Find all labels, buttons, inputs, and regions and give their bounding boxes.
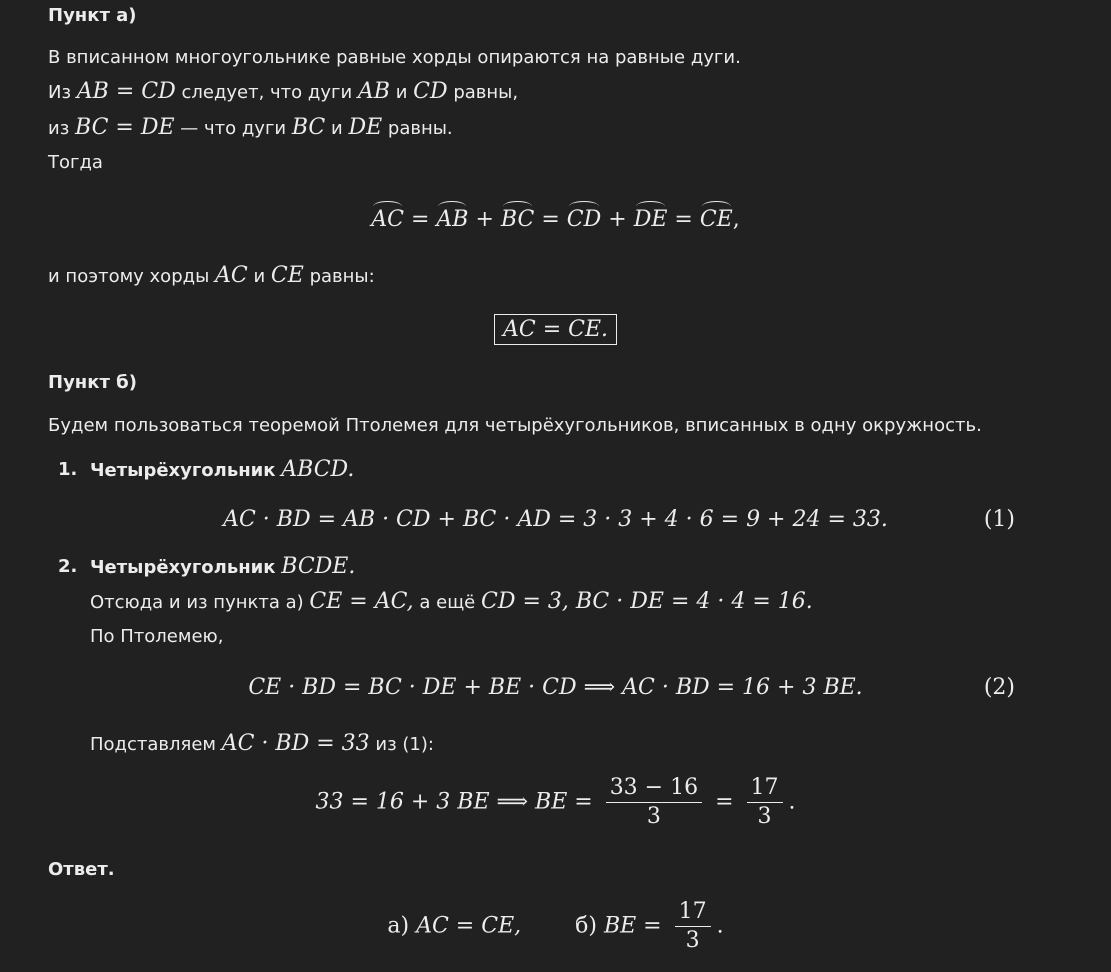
arc-cd: CD <box>566 207 602 232</box>
substitution-line <box>90 732 434 757</box>
math-abcd: ABCD. <box>281 457 355 482</box>
fraction-numerator: 17 <box>675 898 711 927</box>
arc-ab: AB <box>436 207 469 232</box>
fraction-numerator: 33 − 16 <box>606 774 702 803</box>
text: Отсюда и из пункта а) <box>90 592 304 613</box>
math-ce-eq-ac: CE = AC, <box>309 589 414 614</box>
math-bc: BC <box>291 115 326 140</box>
part-b-intro: Будем пользоваться теоремой Птолемея для четырёхугольников, вписанных в одну окружность. <box>48 415 982 436</box>
boxed-ac-eq-ce: AC = CE. <box>494 314 617 345</box>
text: и поэтому хорды <box>48 266 210 287</box>
op: . <box>716 913 724 939</box>
op: + <box>608 207 627 232</box>
math-bcde: BCDE. <box>281 554 356 579</box>
part-a-paragraph-5 <box>48 264 375 289</box>
answer-b-math: BE = <box>603 913 662 939</box>
equation-3 <box>0 774 1111 831</box>
item-label: Четырёхугольник <box>90 460 276 481</box>
op: = <box>410 207 430 232</box>
text: следует, что дуги <box>181 82 353 103</box>
item-2-line-2: По Птолемею, <box>90 626 224 647</box>
op: = <box>715 789 734 815</box>
answer-b-label: б) <box>575 913 597 939</box>
answer-a-label: а) <box>387 913 410 939</box>
fraction-denominator: 3 <box>757 804 772 829</box>
math-cd: CD <box>413 79 448 104</box>
part-a-heading: Пункт а) <box>48 5 137 26</box>
part-a-paragraph-4: Тогда <box>48 152 103 173</box>
text: Из <box>48 82 72 103</box>
arc-de: DE <box>633 207 668 232</box>
text: равны, <box>453 82 519 103</box>
part-a-paragraph-3 <box>48 116 453 141</box>
equation-3-left: 33 = 16 + 3 BE ⟹ BE = <box>315 789 593 815</box>
op: + <box>475 207 494 232</box>
text: и <box>253 266 266 287</box>
fraction-numerator: 17 <box>747 774 783 803</box>
equation-2-body: CE · BD = BC · DE + BE · CD ⟹ AC · BD = 16 + 3 BE. <box>248 675 863 700</box>
op: = <box>674 207 693 232</box>
math-ab: AB <box>357 79 390 104</box>
text: из (1): <box>375 734 434 755</box>
list-number-2: 2. <box>58 556 78 577</box>
op: . <box>788 789 796 815</box>
equation-1-tag: (1) <box>983 507 1015 532</box>
part-a-paragraph-2 <box>48 80 518 105</box>
part-b-heading: Пункт б) <box>48 372 137 393</box>
arc-bc: BC <box>500 207 535 232</box>
text: равны. <box>387 118 453 139</box>
item-2-line-1 <box>90 590 813 615</box>
math-ac-bd-33: AC · BD = 33 <box>221 731 370 756</box>
list-item-2 <box>90 555 355 580</box>
math-ce: CE <box>270 263 304 288</box>
text: Подставляем <box>90 734 216 755</box>
text: — что дуги <box>180 118 287 139</box>
boxed-result <box>0 314 1111 345</box>
fraction-33-16-over-3 <box>606 774 702 831</box>
equation-1-body: AC · BD = AB · CD + BC · AD = 3 · 3 + 4 · 6 = 9 + 24 = 33. <box>223 507 888 532</box>
item-label: Четырёхугольник <box>90 557 276 578</box>
equation-1 <box>0 507 1111 532</box>
math-cd-bc-de: CD = 3, BC · DE = 4 · 4 = 16. <box>480 589 813 614</box>
arc-ac: AC <box>371 207 404 232</box>
fraction-17-over-3 <box>747 774 783 831</box>
equation-2-tag: (2) <box>983 675 1015 700</box>
op: = <box>541 207 560 232</box>
list-number-1: 1. <box>58 459 78 480</box>
arc-equation <box>0 207 1111 232</box>
math-de: DE <box>348 115 383 140</box>
answer-heading: Ответ. <box>48 859 115 880</box>
op: , <box>732 207 740 232</box>
equation-2 <box>0 675 1111 700</box>
math-bc-eq-de: BC = DE <box>75 115 175 140</box>
text: а ещё <box>419 592 476 613</box>
text: и <box>395 82 408 103</box>
text: равны: <box>309 266 375 287</box>
math-ac: AC <box>215 263 248 288</box>
list-item-1 <box>90 458 354 483</box>
part-a-paragraph-1: В вписанном многоугольнике равные хорды опираются на равные дуги. <box>48 47 741 68</box>
text: из <box>48 118 70 139</box>
answer-a-math: AC = CE, <box>416 913 522 939</box>
arc-ce: CE <box>699 207 733 232</box>
answer-fraction-17-over-3 <box>675 898 711 955</box>
fraction-denominator: 3 <box>646 804 661 829</box>
text: и <box>331 118 343 139</box>
answer-line <box>0 898 1111 955</box>
fraction-denominator: 3 <box>685 928 700 953</box>
math-ab-eq-cd: AB = CD <box>76 79 176 104</box>
